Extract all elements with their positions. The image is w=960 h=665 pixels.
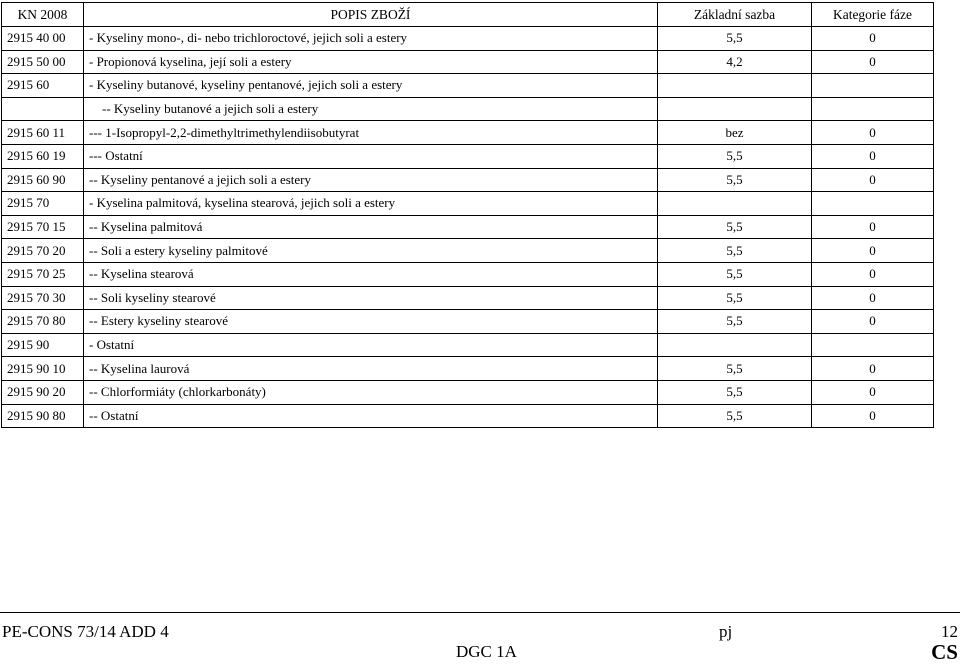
description-cell: -- Kyselina laurová [84, 357, 658, 381]
category-cell [812, 333, 934, 357]
category-cell: 0 [812, 380, 934, 404]
category-cell: 0 [812, 215, 934, 239]
kn-cell: 2915 40 00 [2, 27, 84, 51]
rate-cell: 5,5 [658, 215, 812, 239]
description-cell: - Kyselina palmitová, kyselina stearová, jejich soli a estery [84, 192, 658, 216]
table-row [2, 286, 934, 310]
kn-cell: 2915 60 11 [2, 121, 84, 145]
description-cell: --- 1-Isopropyl-2,2-dimethyltrimethylendiisobutyrat [84, 121, 658, 145]
description-cell: - Ostatní [84, 333, 658, 357]
table-row [2, 192, 934, 216]
rate-cell: 5,5 [658, 144, 812, 168]
kn-cell: 2915 70 25 [2, 262, 84, 286]
category-cell: 0 [812, 286, 934, 310]
rate-cell [658, 74, 812, 98]
category-cell: 0 [812, 50, 934, 74]
rate-cell: bez [658, 121, 812, 145]
rate-cell: 4,2 [658, 50, 812, 74]
category-cell: 0 [812, 357, 934, 381]
description-cell: --- Ostatní [84, 144, 658, 168]
description-cell: -- Kyselina palmitová [84, 215, 658, 239]
rate-cell: 5,5 [658, 310, 812, 334]
footer-page-number: 12 [941, 622, 958, 641]
footer-doc-ref: PE-CONS 73/14 ADD 4 [2, 622, 169, 641]
table-row [2, 404, 934, 428]
footer-dgc: DGC 1A [456, 642, 517, 661]
table-row [2, 97, 934, 121]
rate-cell [658, 192, 812, 216]
rate-cell: 5,5 [658, 404, 812, 428]
header-category: Kategorie fáze [812, 3, 934, 27]
kn-cell: 2915 90 20 [2, 380, 84, 404]
kn-cell [2, 97, 84, 121]
kn-cell: 2915 70 80 [2, 310, 84, 334]
rate-cell: 5,5 [658, 262, 812, 286]
rate-cell: 5,5 [658, 357, 812, 381]
kn-cell: 2915 70 20 [2, 239, 84, 263]
category-cell: 0 [812, 168, 934, 192]
table-row [2, 357, 934, 381]
table-row [2, 168, 934, 192]
category-cell [812, 192, 934, 216]
description-cell: -- Kyselina stearová [84, 262, 658, 286]
kn-cell: 2915 60 [2, 74, 84, 98]
category-cell: 0 [812, 239, 934, 263]
rate-cell: 5,5 [658, 286, 812, 310]
table-row [2, 27, 934, 51]
kn-cell: 2915 90 10 [2, 357, 84, 381]
description-cell: - Kyseliny mono-, di- nebo trichloroctové, jejich soli a estery [84, 27, 658, 51]
table-row [2, 239, 934, 263]
category-cell [812, 74, 934, 98]
category-cell: 0 [812, 121, 934, 145]
category-cell: 0 [812, 262, 934, 286]
description-cell: -- Kyseliny butanové a jejich soli a estery [84, 97, 658, 121]
table-body [2, 27, 934, 428]
footer-divider [0, 612, 960, 613]
footer-initials: pj [719, 622, 733, 641]
description-cell: -- Ostatní [84, 404, 658, 428]
header-description: POPIS ZBOŽÍ [84, 3, 658, 27]
description-cell: -- Soli kyseliny stearové [84, 286, 658, 310]
footer-language: CS [931, 640, 958, 664]
table-row [2, 262, 934, 286]
rate-cell [658, 333, 812, 357]
kn-cell: 2915 70 30 [2, 286, 84, 310]
rate-cell: 5,5 [658, 380, 812, 404]
table-row [2, 380, 934, 404]
kn-cell: 2915 90 [2, 333, 84, 357]
kn-cell: 2915 90 80 [2, 404, 84, 428]
kn-cell: 2915 50 00 [2, 50, 84, 74]
rate-cell: 5,5 [658, 239, 812, 263]
kn-cell: 2915 60 90 [2, 168, 84, 192]
table-header-row [2, 3, 934, 27]
description-cell: - Propionová kyselina, její soli a estery [84, 50, 658, 74]
table-row [2, 144, 934, 168]
description-cell: - Kyseliny butanové, kyseliny pentanové, jejich soli a estery [84, 74, 658, 98]
rate-cell: 5,5 [658, 27, 812, 51]
table-row [2, 215, 934, 239]
table-row [2, 310, 934, 334]
category-cell: 0 [812, 144, 934, 168]
description-cell: -- Soli a estery kyseliny palmitové [84, 239, 658, 263]
rate-cell [658, 97, 812, 121]
header-kn: KN 2008 [2, 3, 84, 27]
kn-cell: 2915 70 15 [2, 215, 84, 239]
kn-cell: 2915 70 [2, 192, 84, 216]
category-cell: 0 [812, 27, 934, 51]
kn-cell: 2915 60 19 [2, 144, 84, 168]
table-row [2, 121, 934, 145]
category-cell: 0 [812, 404, 934, 428]
tariff-table [1, 2, 934, 428]
table-row [2, 333, 934, 357]
rate-cell: 5,5 [658, 168, 812, 192]
description-cell: -- Estery kyseliny stearové [84, 310, 658, 334]
description-cell: -- Chlorformiáty (chlorkarbonáty) [84, 380, 658, 404]
category-cell: 0 [812, 310, 934, 334]
header-rate: Základní sazba [658, 3, 812, 27]
description-cell: -- Kyseliny pentanové a jejich soli a estery [84, 168, 658, 192]
category-cell [812, 97, 934, 121]
table-row [2, 74, 934, 98]
table-row [2, 50, 934, 74]
